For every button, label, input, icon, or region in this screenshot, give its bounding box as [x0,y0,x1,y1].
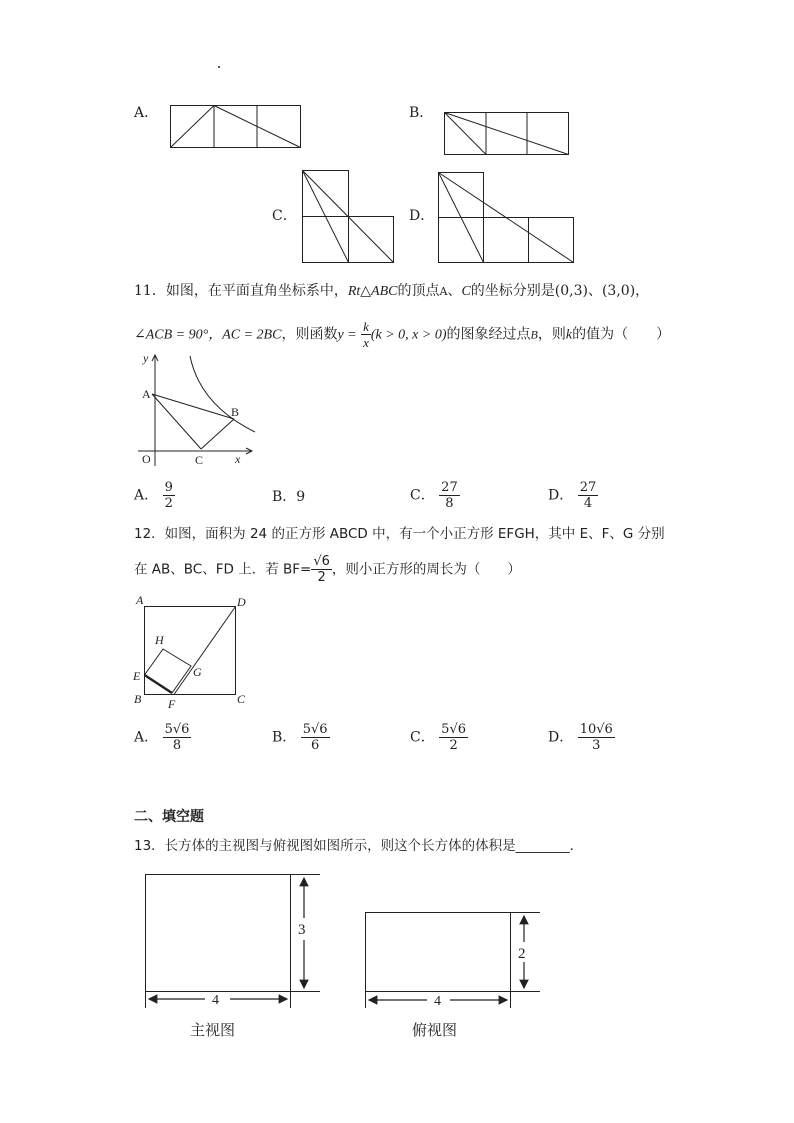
q12-fig-e: E [133,669,141,683]
q12-choice-d-letter: D． [548,729,574,746]
q12-choice-b-frac [301,722,330,753]
q12-choice-d-frac [578,722,615,753]
q12-line2a: 在 AB、BC、FD 上．若 BF= [134,561,312,578]
q12-fig-d: D [237,595,246,609]
q12-choice-c-den: 2 [449,738,458,753]
q12-choice-d-num: 10√6 [579,722,613,737]
q11-line1 [134,282,649,301]
q11-fig-b: B [231,405,240,419]
q11-choice-d-num: 27 [579,480,597,495]
q12-choice-c-letter: C． [410,729,435,746]
q11-y-eq: y = [337,327,357,343]
q11-fig-y: y [143,351,149,365]
q11-k: k [363,319,369,334]
q11-fig-o: O [142,452,151,466]
q12-choice-a-frac [163,722,192,753]
q13-top-height: 2 [518,946,526,962]
q12-bf-den: 2 [317,570,326,585]
q12-fig-g: G [193,665,202,679]
q11-condition: (k > 0, x > 0) [370,327,447,343]
q11-coords: (0,3)、(3,0)， [554,283,650,299]
q11-func-fraction [361,319,371,350]
q13-top-caption: 俯视图 [412,1021,458,1039]
q10-option-a-figure [170,104,302,150]
q13-front-width: 4 [212,993,219,1008]
q11-choice-c-frac [439,480,460,511]
q11-sep: 、 [447,283,462,299]
q12-fig-f: F [168,697,176,711]
q12-choice-b-letter: B． [272,729,297,746]
q11-choice-b-letter: B． [272,489,297,505]
q12-choice-d-den: 3 [592,738,601,753]
q10-option-d-figure [438,172,576,264]
q13-front-height: 3 [298,922,306,938]
q12-fig-b: B [134,692,142,706]
q11-func-pre: ，则函数 [281,326,338,343]
q12-fig-h: H [155,633,164,647]
q12-choice-c-frac [439,722,468,753]
q12-line2b: ，则小正方形的周长为（ ） [331,561,521,578]
q12-figure [130,594,255,712]
q12-bf-num: √6 [313,554,330,569]
q11-choice-c-letter: C． [410,487,435,504]
q11-choice-d [548,480,598,511]
q11-choice-c [410,480,460,511]
q12-line2 [134,554,521,585]
q12-choice-c-num: 5√6 [441,722,466,737]
q12-fig-a: A [136,593,144,607]
q12-bf-frac [311,554,332,585]
q11-intro: 11．如图，在平面直角坐标系中， [134,283,348,299]
q12-choice-c [410,722,468,753]
q11-ratio: AC = 2BC [222,327,282,343]
q12-choice-a-num: 5√6 [164,722,190,737]
q11-fig-a: A [142,387,151,401]
q11-tail: 的值为（ ） [572,326,671,343]
q11-point-c: C [461,284,471,299]
q11-vertex-text: 的顶点 [397,283,440,299]
q12-choice-a [134,722,191,753]
section-title: 二、填空题 [134,809,204,825]
q10-option-c-figure [302,170,395,264]
q10-option-d-letter: D． [409,208,435,224]
q12-choice-b-den: 6 [311,738,320,753]
q11-choice-d-frac [578,480,599,511]
q11-choice-a-num: 9 [164,480,173,495]
q10-option-b-letter: B． [409,105,434,121]
q13-top-view [360,906,545,1014]
q13-front-caption: 主视图 [190,1021,236,1039]
q10-option-c-letter: C． [272,208,297,224]
stray-mark [218,66,220,68]
q11-choice-d-den: 4 [583,496,593,511]
q11-x: x [363,335,369,350]
q11-point-b: B [530,327,538,342]
q10-option-a-letter: A． [134,105,159,121]
q11-choice-a [134,480,175,511]
q11-choice-a-den: 2 [164,496,173,511]
q12-choice-b [272,722,330,753]
q11-choice-d-letter: D． [548,487,574,504]
q11-choice-b [272,488,305,506]
q12-line1: 12．如图，面积为 24 的正方形 ABCD 中，有一个小正方形 EFGH，其中 E、F、G 分别 [134,526,665,542]
q11-end: ，则 [537,326,566,343]
q11-point-a: A [439,285,448,298]
q11-choice-a-frac [163,480,175,511]
q10-option-b-figure [444,112,570,156]
q13-front-view [140,868,325,1013]
q12-choice-b-num: 5√6 [302,722,328,737]
q11-coords-text: 的坐标分别是 [470,283,555,299]
q11-fig-c: C [195,453,204,467]
q11-kvar: k [565,327,573,343]
q11-choice-b-val: 9 [296,489,306,505]
q11-func-post: 的图象经过点 [446,326,531,343]
q11-triangle: Rt△ABC [347,284,398,299]
q13-top-width: 4 [434,994,441,1009]
q11-line2 [134,319,670,350]
q11-figure [128,350,260,470]
q11-angle: ∠ACB = 90°， [134,327,223,343]
q11-choice-a-letter: A． [134,487,159,504]
q12-choice-a-den: 8 [172,738,182,753]
q13-text: 13．长方体的主视图与俯视图如图所示，则这个长方体的体积是________． [134,838,584,854]
q12-choice-a-letter: A． [134,729,159,746]
q12-choice-d [548,722,615,753]
q11-fig-x: x [235,452,241,466]
q12-fig-c: C [237,692,246,706]
q11-choice-c-num: 27 [441,480,458,495]
q11-choice-c-den: 8 [445,496,454,511]
